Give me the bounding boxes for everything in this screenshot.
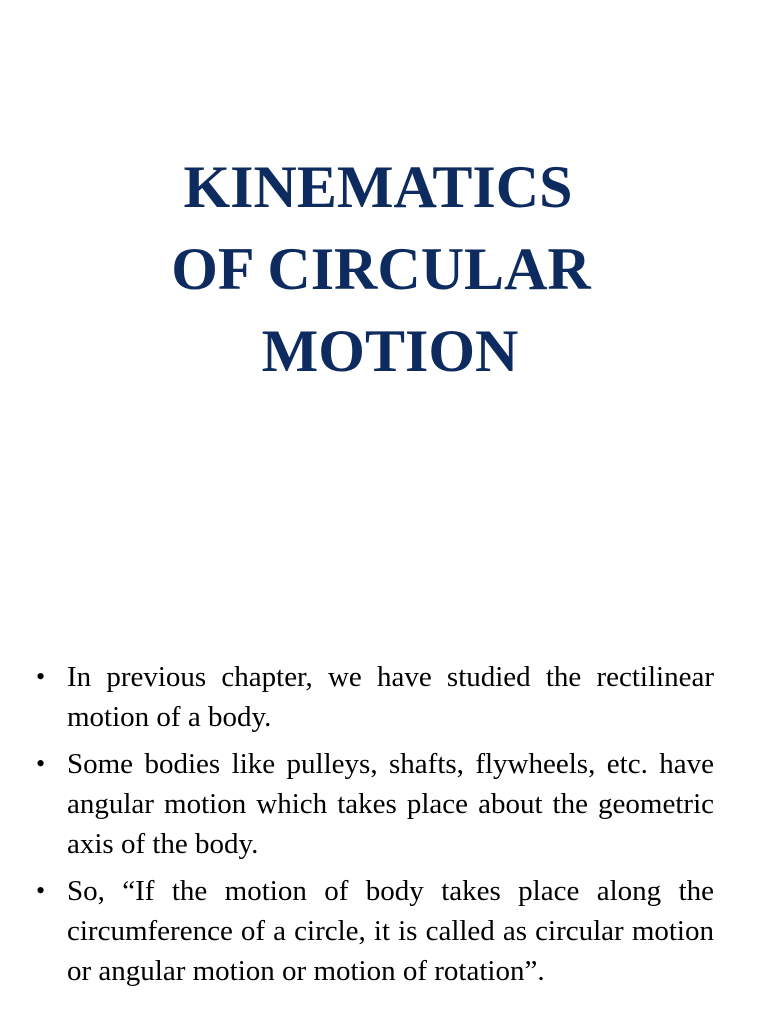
bullet-marker: • (36, 876, 46, 905)
title-line-3: MOTION (261, 318, 519, 384)
bullet-item (0, 744, 768, 864)
bullet-text: In previous chapter, we have studied the rectilinear motion of a body. (67, 661, 714, 733)
title-line-2: OF CIRCULAR (171, 236, 591, 302)
slide-title (0, 146, 768, 392)
bullet-text: Some bodies like pulleys, shafts, flywheels, etc. have angular motion which takes place about the geometric axis of the body. (67, 748, 714, 860)
bullet-marker: • (36, 749, 46, 778)
bullet-item (0, 871, 768, 991)
bullet-marker: • (36, 662, 46, 691)
title-line-1: KINEMATICS (183, 154, 573, 220)
bullet-item (0, 657, 768, 737)
bullet-list (0, 657, 768, 998)
bullet-text: So, “If the motion of body takes place along the circumference of a circle, it is called as circular motion or angular motion or motion of rotation”. (67, 875, 714, 987)
